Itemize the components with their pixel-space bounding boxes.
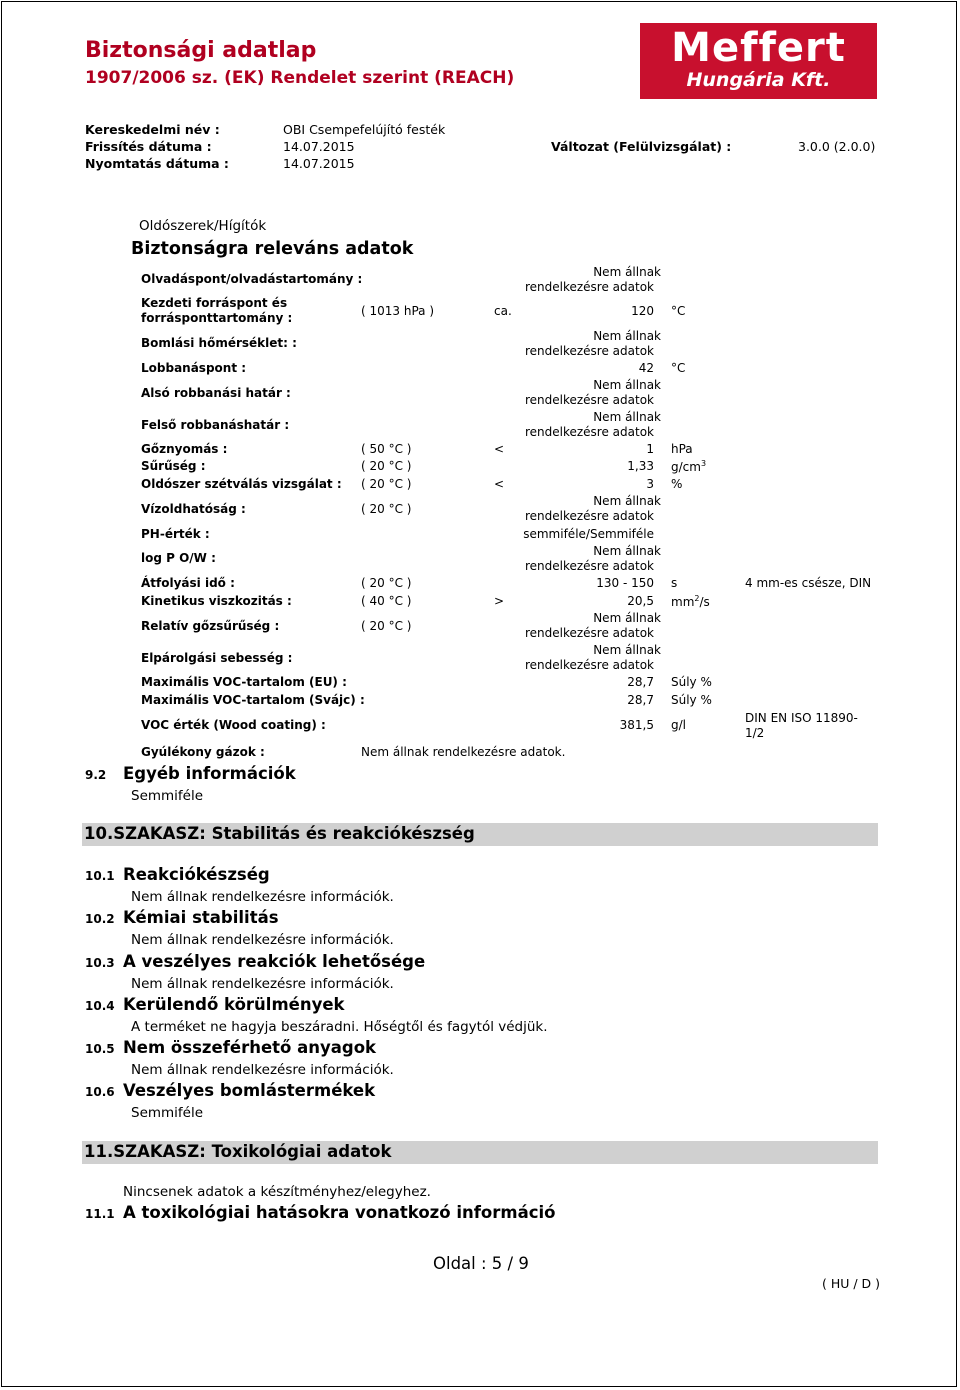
page-number: Oldal : 5 / 9: [433, 1254, 529, 1273]
kinematic-viscosity-op: >: [494, 594, 505, 608]
subsection-text: Nem állnak rendelkezésre információk.: [131, 889, 394, 905]
section-10-title: 10.SZAKASZ: Stabilitás és reakciókészség: [84, 824, 475, 843]
vapour-pressure-unit: hPa: [671, 442, 693, 456]
lower-explosion-label: Alsó robbanási határ :: [141, 386, 291, 400]
na-line1: Nem állnak: [593, 378, 661, 392]
kinematic-viscosity-cond: ( 40 °C ): [361, 594, 412, 608]
safety-data-heading: Biztonságra releváns adatok: [131, 239, 414, 259]
evaporation-rate-label: Elpárolgási sebesség :: [141, 651, 293, 665]
subsection-number: 10.3: [85, 956, 115, 970]
subsection-title: Nem összeférhető anyagok: [123, 1038, 377, 1057]
subsection-11-1-title: A toxikológiai hatásokra vonatkozó információ: [123, 1203, 556, 1222]
logo-line1: Meffert: [671, 25, 846, 71]
subsection-text: A terméket ne hagyja beszáradni. Hőségtől és fagytól védjük.: [131, 1019, 548, 1035]
voc-ch-value: 28,7: [627, 693, 654, 707]
flow-time-cond: ( 20 °C ): [361, 576, 412, 590]
na-line2: rendelkezésre adatok: [524, 393, 654, 407]
subsection-text: Nem állnak rendelkezésre információk.: [131, 976, 394, 992]
document-title: Biztonsági adatlap: [85, 38, 317, 63]
na-line2: rendelkezésre adatok: [524, 559, 654, 573]
density-value: 1,33: [627, 459, 654, 473]
document-subtitle: 1907/2006 sz. (EK) Rendelet szerint (REACH): [85, 68, 515, 88]
flow-time-unit: s: [671, 576, 678, 590]
solvent-separation-unit: %: [671, 477, 683, 491]
ph-value: semmiféle/Semmiféle: [523, 527, 654, 541]
melting-point-label: Olvadáspont/olvadástartomány :: [141, 272, 363, 286]
section-11-intro: Nincsenek adatok a készítményhez/elegyhez.: [123, 1184, 431, 1200]
vapour-pressure-label: Gőznyomás :: [141, 442, 228, 456]
vapour-pressure-op: <: [494, 442, 505, 456]
voc-eu-unit: Súly %: [671, 675, 712, 689]
subsection-11-1-number: 11.1: [85, 1207, 115, 1221]
subsection-number: 10.2: [85, 912, 115, 926]
flash-point-unit: °C: [671, 361, 686, 375]
subsection-text: Nem állnak rendelkezésre információk.: [131, 1062, 394, 1078]
subsection-title: Kémiai stabilitás: [123, 908, 279, 927]
voc-eu-label: Maximális VOC-tartalom (EU) :: [141, 675, 347, 689]
na-line2: rendelkezésre adatok: [524, 626, 654, 640]
flash-point-value: 42: [638, 361, 654, 375]
water-solubility-label: Vízoldhatóság :: [141, 502, 246, 516]
flow-time-label: Átfolyási idő :: [141, 576, 235, 590]
version: 3.0.0 (2.0.0): [798, 139, 876, 154]
revision-date-label: Frissítés dátuma :: [85, 139, 212, 154]
vapour-pressure-cond: ( 50 °C ): [361, 442, 412, 456]
subsection-title: Veszélyes bomlástermékek: [123, 1081, 376, 1100]
subsection-text: Semmiféle: [131, 1105, 204, 1121]
trade-name: OBI Csempefelújító festék: [283, 122, 446, 137]
section-10-header: [82, 823, 878, 846]
boiling-unit: °C: [671, 304, 686, 318]
voc-ch-unit: Súly %: [671, 693, 712, 707]
subsection-number: 10.5: [85, 1042, 115, 1056]
boiling-cond: ( 1013 hPa ): [361, 304, 435, 318]
version-label: Változat (Felülvizsgálat) :: [551, 139, 732, 154]
logp-label: log P O/W :: [141, 551, 216, 565]
solvent-separation-value: 3: [646, 477, 654, 491]
upper-explosion-label: Felső robbanáshatár :: [141, 418, 290, 432]
density-cond: ( 20 °C ): [361, 459, 412, 473]
voc-wood-label: VOC érték (Wood coating) :: [141, 718, 326, 732]
na-line2: rendelkezésre adatok: [524, 425, 654, 439]
na-line1: Nem állnak: [593, 329, 661, 343]
boiling-label-2: forrásponttartomány :: [141, 311, 293, 325]
subsection-9-2-title: Egyéb információk: [123, 764, 296, 783]
voc-wood-note-2: 1/2: [745, 726, 765, 740]
subsection-text: Nem állnak rendelkezésre információk.: [131, 932, 394, 948]
revision-date: 14.07.2015: [283, 139, 355, 154]
group-name: Oldószerek/Hígítók: [139, 218, 267, 234]
na-line1: Nem állnak: [593, 265, 661, 279]
voc-wood-unit: g/l: [671, 718, 686, 732]
na-line1: Nem állnak: [593, 544, 661, 558]
kinematic-viscosity-label: Kinetikus viszkozitás :: [141, 594, 292, 608]
na-line2: rendelkezésre adatok: [524, 658, 654, 672]
flash-point-label: Lobbanáspont :: [141, 361, 247, 375]
boiling-value: 120: [631, 304, 654, 318]
subsection-9-2-number: 9.2: [85, 768, 107, 782]
subsection-title: A veszélyes reakciók lehetősége: [123, 952, 426, 971]
decomposition-label: Bomlási hőmérséklet: :: [141, 336, 297, 350]
logo-line2: Hungária Kft.: [686, 69, 831, 91]
vapour-pressure-value: 1: [646, 442, 654, 456]
boiling-op: ca.: [494, 304, 512, 318]
subsection-number: 10.6: [85, 1085, 115, 1099]
subsection-title: Reakciókészség: [123, 865, 270, 884]
flammable-gases-value: Nem állnak rendelkezésre adatok.: [361, 745, 566, 759]
density-label: Sűrűség :: [141, 459, 206, 473]
flow-time-note: 4 mm-es csésze, DIN: [745, 576, 872, 590]
company-logo: [640, 23, 877, 99]
section-11-header: [82, 1141, 878, 1164]
solvent-separation-label: Oldószer szétválás vizsgálat :: [141, 477, 342, 491]
na-line2: rendelkezésre adatok: [524, 509, 654, 523]
trade-name-label: Kereskedelmi név :: [85, 122, 220, 137]
ph-label: PH-érték :: [141, 527, 210, 541]
flow-time-value: 130 - 150: [596, 576, 654, 590]
subsection-number: 10.4: [85, 999, 115, 1013]
density-unit: $g/cm^3$: [671, 459, 707, 474]
boiling-label-1: Kezdeti forráspont és: [141, 296, 288, 310]
na-line1: Nem állnak: [593, 410, 661, 424]
flammable-gases-label: Gyúlékony gázok :: [141, 745, 265, 759]
print-date: 14.07.2015: [283, 156, 355, 171]
subsection-9-2-text: Semmiféle: [131, 788, 204, 804]
kinematic-viscosity-value: 20,5: [627, 594, 654, 608]
voc-wood-value: 381,5: [619, 718, 654, 732]
voc-wood-note-1: DIN EN ISO 11890-: [745, 711, 858, 725]
subsection-number: 10.1: [85, 869, 115, 883]
voc-eu-value: 28,7: [627, 675, 654, 689]
print-date-label: Nyomtatás dátuma :: [85, 156, 229, 171]
subsection-title: Kerülendő körülmények: [123, 995, 345, 1014]
na-line2: rendelkezésre adatok: [524, 344, 654, 358]
na-line1: Nem állnak: [593, 643, 661, 657]
na-line1: Nem állnak: [593, 494, 661, 508]
na-line2: rendelkezésre adatok: [524, 280, 654, 294]
voc-ch-label: Maximális VOC-tartalom (Svájc) :: [141, 693, 365, 707]
solvent-separation-cond: ( 20 °C ): [361, 477, 412, 491]
language-code: ( HU / D ): [822, 1276, 881, 1291]
section-11-title: 11.SZAKASZ: Toxikológiai adatok: [84, 1142, 392, 1161]
kinematic-viscosity-unit: $mm^2/s$: [671, 594, 710, 609]
water-solubility-cond: ( 20 °C ): [361, 502, 412, 516]
solvent-separation-op: <: [494, 477, 505, 491]
relative-vapour-density-cond: ( 20 °C ): [361, 619, 412, 633]
relative-vapour-density-label: Relatív gőzsűrűség :: [141, 619, 280, 633]
na-line1: Nem állnak: [593, 611, 661, 625]
